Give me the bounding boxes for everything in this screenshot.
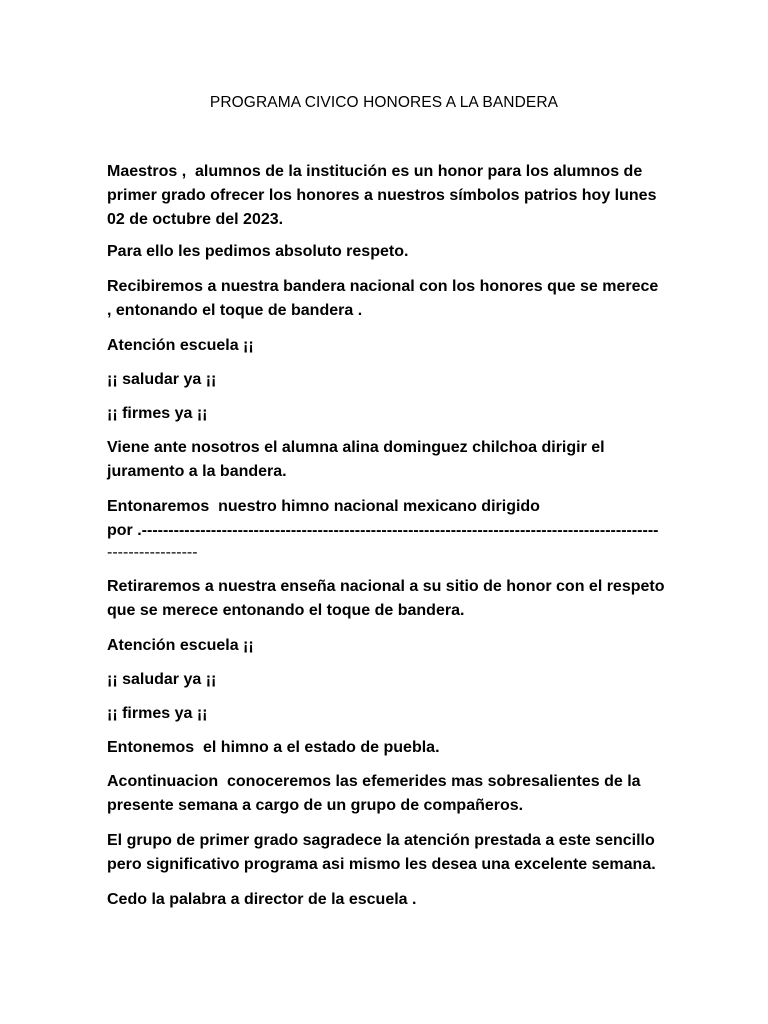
paragraph-attention-2: Atención escuela ¡¡ [107, 637, 254, 654]
paragraph-salute-1: ¡¡ saludar ya ¡¡ [107, 371, 217, 388]
paragraph-greeting: Maestros , alumnos de la institución es un honor para los alumnos de primer grado ofrecer los honores a nuestros símbolos patrios hoy lunes 02 de octubre del 2023. [107, 163, 661, 228]
paragraph-retire-flag: Retiraremos a nuestra enseña nacional a su sitio de honor con el respeto que se merece entonando el toque de bandera. [107, 578, 669, 619]
paragraph-oath: Viene ante nosotros el alumna alina dominguez chilchoa dirigir el juramento a la bandera. [107, 439, 610, 480]
paragraph-salute-2: ¡¡ saludar ya ¡¡ [107, 671, 217, 688]
paragraph-dash-line: ----------------- [107, 544, 198, 561]
paragraph-state-anthem: Entonemos el himno a el estado de puebla. [107, 739, 440, 756]
paragraph-thanks: El grupo de primer grado sagradece la atención prestada a este sencillo pero significativo programa asi mismo les desea una excelente semana. [107, 832, 660, 873]
document-title: PROGRAMA CIVICO HONORES A LA BANDERA [209, 94, 559, 111]
paragraph-firm-2: ¡¡ firmes ya ¡¡ [107, 705, 208, 722]
paragraph-firm-1: ¡¡ firmes ya ¡¡ [107, 405, 208, 422]
paragraph-receive-flag: Recibiremos a nuestra bandera nacional con los honores que se merece , entonando el toque de bandera . [107, 278, 663, 319]
paragraph-efemerides: Acontinuacion conoceremos las efemerides mas sobresalientes de la presente semana a cargo de un grupo de compañeros. [107, 773, 645, 814]
paragraph-por-line: por .------------------------------------------------------------------------------------------------- [107, 522, 659, 539]
paragraph-attention-1: Atención escuela ¡¡ [107, 337, 254, 354]
paragraph-anthem: Entonaremos nuestro himno nacional mexicano dirigido [107, 498, 540, 515]
paragraph-director: Cedo la palabra a director de la escuela . [107, 891, 417, 908]
paragraph-respect: Para ello les pedimos absoluto respeto. [107, 243, 409, 260]
